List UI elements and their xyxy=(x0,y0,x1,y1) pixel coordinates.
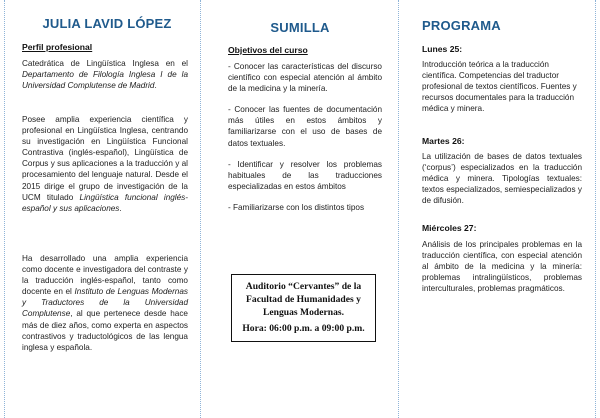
day-heading-tuesday: Martes 26: xyxy=(422,136,465,146)
objective-item: - Conocer las fuentes de documentación más útiles en estos ámbitos y familiarizarse con el uso de bases de datos textuales. xyxy=(228,105,382,148)
sumilla-title: SUMILLA xyxy=(270,20,330,35)
day-heading-wednesday: Miércoles 27: xyxy=(422,223,477,233)
p1-text: Catedrática de Lingüística Inglesa en el xyxy=(22,59,188,68)
venue-line-3: Lenguas Modernas. xyxy=(262,307,345,318)
venue-box xyxy=(231,274,376,342)
objective-item: - Conocer las características del discurso científico con especial atención al ámbito de la medicina y la minería. xyxy=(228,62,382,94)
p2-end: . xyxy=(119,203,122,213)
fold-line-right xyxy=(595,0,596,418)
fold-line-left xyxy=(4,0,5,418)
p1-department: Departamento de Filología Inglesa I de la xyxy=(22,70,188,80)
objective-item: - Familiarizarse con los distintos tipos xyxy=(228,202,365,212)
p1-university: Universidad Complutense de Madrid xyxy=(22,81,155,91)
objectives-list xyxy=(228,61,382,213)
p3-text: Ha desarrollado una amplia experiencia como docente e investigadora del contraste y la traducción inglés-español, tanto como docente en el xyxy=(22,254,188,297)
fold-line-2 xyxy=(398,0,399,418)
objective-item: - Identificar y resolver los problemas habituales de las traducciones especializadas en estos ámbitos xyxy=(228,159,382,191)
p3-institute: Instituto de Lenguas Modernas y Traductores de la Universidad Complutense xyxy=(22,287,188,319)
p2-group-name: Lingüística funcional inglés-español y sus aplicaciones xyxy=(22,192,188,213)
p1-end: . xyxy=(154,81,157,91)
venue-line-2: Facultad de Humanidades y xyxy=(246,294,361,305)
day-text-monday: Introducción teórica a la traducción científica. Competencias del traductor profesional de textos científicos. Fuentes y recursos documentales para la traducción médica y minera. xyxy=(422,60,577,114)
objectives-heading: Objetivos del curso xyxy=(228,45,308,55)
day-text-tuesday: La utilización de bases de datos textuales (‘corpus’) especializados en la traducción médica y minera. Tipologías textuales: textos especializados, semiespecializados y de difusión. xyxy=(422,152,582,206)
profile-paragraph-2 xyxy=(22,114,188,214)
venue-line-1: Auditorio “Cervantes” de la xyxy=(245,281,362,292)
programa-title: PROGRAMA xyxy=(422,18,501,33)
profile-paragraph-3 xyxy=(22,253,188,353)
p2-text: Posee amplia experiencia científica y profesional en Lingüística Inglesa, centrando su investigación en Lingüística Funcional Contrastiva (inglés-español), Lingüística de Corpus y sus aplicaciones a la traducción y al procesamiento del lenguaje natural. Desde el 2015 dirige el grupo de investigación de la UCM titulado xyxy=(22,115,188,202)
day-text-wednesday: Análisis de los principales problemas en la traducción científica, con especial atención al ámbito de la medicina y la minería: problemas intralingüísticos, problemas interculturales, problemas pragmáticos. xyxy=(422,240,582,294)
fold-line-1 xyxy=(200,0,201,418)
venue-hours: Hora: 06:00 p.m. a 09:00 p.m. xyxy=(242,323,365,334)
author-name: JULIA LAVID LÓPEZ xyxy=(42,16,172,31)
p3-rest: , al que pertenece desde hace más de diez años, como experta en aspectos contrastivos y traductológicos de las lengua inglesa y española. xyxy=(22,309,188,352)
day-heading-monday: Lunes 25: xyxy=(422,44,463,54)
profile-paragraph-1 xyxy=(22,58,188,91)
profile-heading: Perfil profesional xyxy=(22,42,93,52)
